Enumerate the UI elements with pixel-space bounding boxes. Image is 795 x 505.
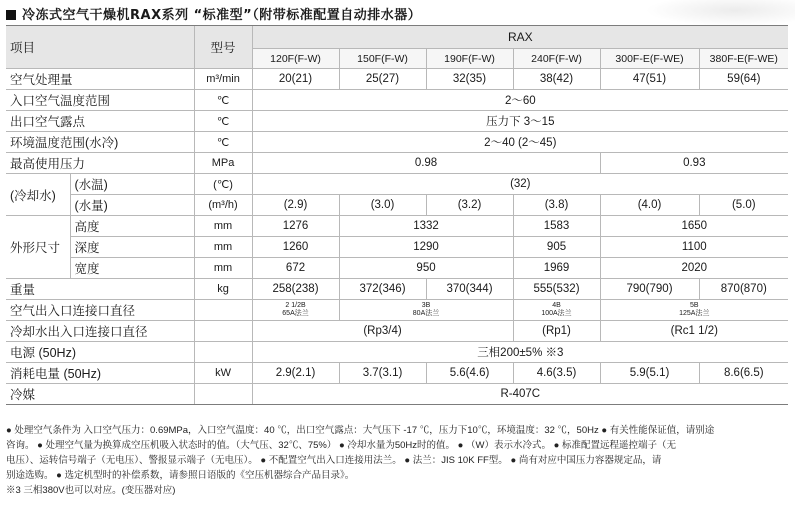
footnote-line: 电压）、运转信号端子（无电压）、警报显示端子（无电压）。 ● 不配置空气出入口连接用法兰。 ● 法兰：JIS 10K FF型。 ● 尚有对应中国压力容器规定品，请 xyxy=(6,455,662,466)
page-title xyxy=(6,4,746,23)
value-cell: (3.0) xyxy=(339,195,426,216)
row-label: 冷媒 xyxy=(6,384,194,405)
port-size: 3B xyxy=(421,302,431,309)
port-size: 2 1/2B xyxy=(285,302,306,309)
header-item: 项目 xyxy=(6,26,194,69)
value-cell: (Rc1 1/2) xyxy=(600,321,788,342)
value-cell: 905 xyxy=(513,237,600,258)
unit-cell xyxy=(194,321,252,342)
value-cell: 38(42) xyxy=(513,69,600,90)
value-cell: 1583 xyxy=(513,216,600,237)
port-cell xyxy=(513,300,600,321)
value-cell: 0.98 xyxy=(252,153,600,174)
row-group-label: 外形尺寸 xyxy=(6,216,70,279)
title-text: 冷冻式空气干燥机RAX系列 “标准型”（附带标准配置自动排水器） xyxy=(22,8,422,23)
value-cell: (4.0) xyxy=(600,195,699,216)
row-label: 最高使用压力 xyxy=(6,153,194,174)
value-cell: 1100 xyxy=(600,237,788,258)
row-label: 环境温度范围(水冷) xyxy=(6,132,194,153)
value-cell: 790(790) xyxy=(600,279,699,300)
unit-cell: MPa xyxy=(194,153,252,174)
unit-cell: (m³/h) xyxy=(194,195,252,216)
value-cell: 三相200±5% ※3 xyxy=(252,342,788,363)
value-cell: (Rp1) xyxy=(513,321,600,342)
row-sublabel: 宽度 xyxy=(70,258,194,279)
footnote-line: 别途选购。 ● 选定机型时的补偿系数，请参照日语版的《空压机器综合产品目录》。 xyxy=(6,470,355,481)
row-label: 空气处理量 xyxy=(6,69,194,90)
unit-cell: mm xyxy=(194,258,252,279)
row-group-label: (冷却水) xyxy=(6,174,70,216)
port-cell xyxy=(252,300,339,321)
footnotes xyxy=(6,423,786,498)
value-cell: 1290 xyxy=(339,237,513,258)
value-cell: 1276 xyxy=(252,216,339,237)
footnote-line: ※3 三相380V也可以对应。(变压器对应) xyxy=(6,485,176,496)
value-cell: 4.6(3.5) xyxy=(513,363,600,384)
row-sublabel: 深度 xyxy=(70,237,194,258)
value-cell: 0.93 xyxy=(600,153,788,174)
port-flange: 80A法兰 xyxy=(412,310,440,317)
value-cell: 压力下 3～15 xyxy=(252,111,788,132)
value-cell: 20(21) xyxy=(252,69,339,90)
unit-cell: m³/min xyxy=(194,69,252,90)
value-cell: 1650 xyxy=(600,216,788,237)
value-cell: 1969 xyxy=(513,258,600,279)
model-cell: 240F(F-W) xyxy=(513,49,600,69)
value-cell: (32) xyxy=(252,174,788,195)
value-cell: 1260 xyxy=(252,237,339,258)
row-label: 入口空气温度范围 xyxy=(6,90,194,111)
unit-cell: kg xyxy=(194,279,252,300)
model-cell: 150F(F-W) xyxy=(339,49,426,69)
row-label: 出口空气露点 xyxy=(6,111,194,132)
value-cell: 870(870) xyxy=(699,279,788,300)
value-cell: 5.9(5.1) xyxy=(600,363,699,384)
port-size: 4B xyxy=(552,302,561,309)
value-cell: 555(532) xyxy=(513,279,600,300)
square-bullet-icon xyxy=(6,10,16,20)
value-cell: 25(27) xyxy=(339,69,426,90)
value-cell: 1332 xyxy=(339,216,513,237)
value-cell: 3.7(3.1) xyxy=(339,363,426,384)
unit-cell xyxy=(194,384,252,405)
value-cell: 5.6(4.6) xyxy=(426,363,513,384)
model-cell: 190F(F-W) xyxy=(426,49,513,69)
model-cell: 120F(F-W) xyxy=(252,49,339,69)
value-cell: 672 xyxy=(252,258,339,279)
unit-cell: mm xyxy=(194,216,252,237)
row-label: 重量 xyxy=(6,279,194,300)
value-cell: R-407C xyxy=(252,384,788,405)
value-cell: 2020 xyxy=(600,258,788,279)
value-cell: (3.8) xyxy=(513,195,600,216)
unit-cell: ℃ xyxy=(194,111,252,132)
value-cell: (2.9) xyxy=(252,195,339,216)
model-cell: 380F-E(F-WE) xyxy=(699,49,788,69)
value-cell: (3.2) xyxy=(426,195,513,216)
header-type: 型号 xyxy=(194,26,252,69)
row-label: 冷却水出入口连接口直径 xyxy=(6,321,194,342)
value-cell: 2～40 (2～45) xyxy=(252,132,788,153)
unit-cell: mm xyxy=(194,237,252,258)
row-label: 电源 (50Hz) xyxy=(6,342,194,363)
value-cell: 372(346) xyxy=(339,279,426,300)
unit-cell xyxy=(194,342,252,363)
value-cell: 370(344) xyxy=(426,279,513,300)
header-series: RAX xyxy=(252,26,788,49)
footnote-line: ● 处理空气条件为 入口空气压力：0.69MPa，入口空气温度：40 ℃，出口空气露点：大气压下 -17 ℃，压力下10℃，环境温度：32 ℃，50Hz ● 有关性能保证值，请别途 xyxy=(6,425,715,436)
row-sublabel: (水量) xyxy=(70,195,194,216)
value-cell: 32(35) xyxy=(426,69,513,90)
unit-cell: (℃) xyxy=(194,174,252,195)
row-label: 空气出入口连接口直径 xyxy=(6,300,194,321)
unit-cell: kW xyxy=(194,363,252,384)
value-cell: 8.6(6.5) xyxy=(699,363,788,384)
unit-cell xyxy=(194,300,252,321)
port-cell xyxy=(339,300,513,321)
row-sublabel: 高度 xyxy=(70,216,194,237)
value-cell: (5.0) xyxy=(699,195,788,216)
port-size: 5B xyxy=(690,302,699,309)
row-sublabel: (水温) xyxy=(70,174,194,195)
port-cell xyxy=(600,300,788,321)
spec-table xyxy=(6,25,788,405)
port-flange: 125A法兰 xyxy=(679,310,710,317)
value-cell: 258(238) xyxy=(252,279,339,300)
row-label: 消耗电量 (50Hz) xyxy=(6,363,194,384)
value-cell: 950 xyxy=(339,258,513,279)
model-cell: 300F-E(F-WE) xyxy=(600,49,699,69)
value-cell: (Rp3/4) xyxy=(252,321,513,342)
unit-cell: ℃ xyxy=(194,90,252,111)
value-cell: 59(64) xyxy=(699,69,788,90)
value-cell: 47(51) xyxy=(600,69,699,90)
port-flange: 65A法兰 xyxy=(282,310,309,317)
footnote-line: 咨询。 ● 处理空气量为换算成空压机吸入状态时的值。（大气压、32℃、75%） ● 冷却水量为50Hz时的值。 ● （W）表示水冷式。 ● 标准配置远程遥控端子（无 xyxy=(6,440,677,451)
value-cell: 2～60 xyxy=(252,90,788,111)
port-flange: 100A法兰 xyxy=(541,310,572,317)
value-cell: 2.9(2.1) xyxy=(252,363,339,384)
unit-cell: ℃ xyxy=(194,132,252,153)
